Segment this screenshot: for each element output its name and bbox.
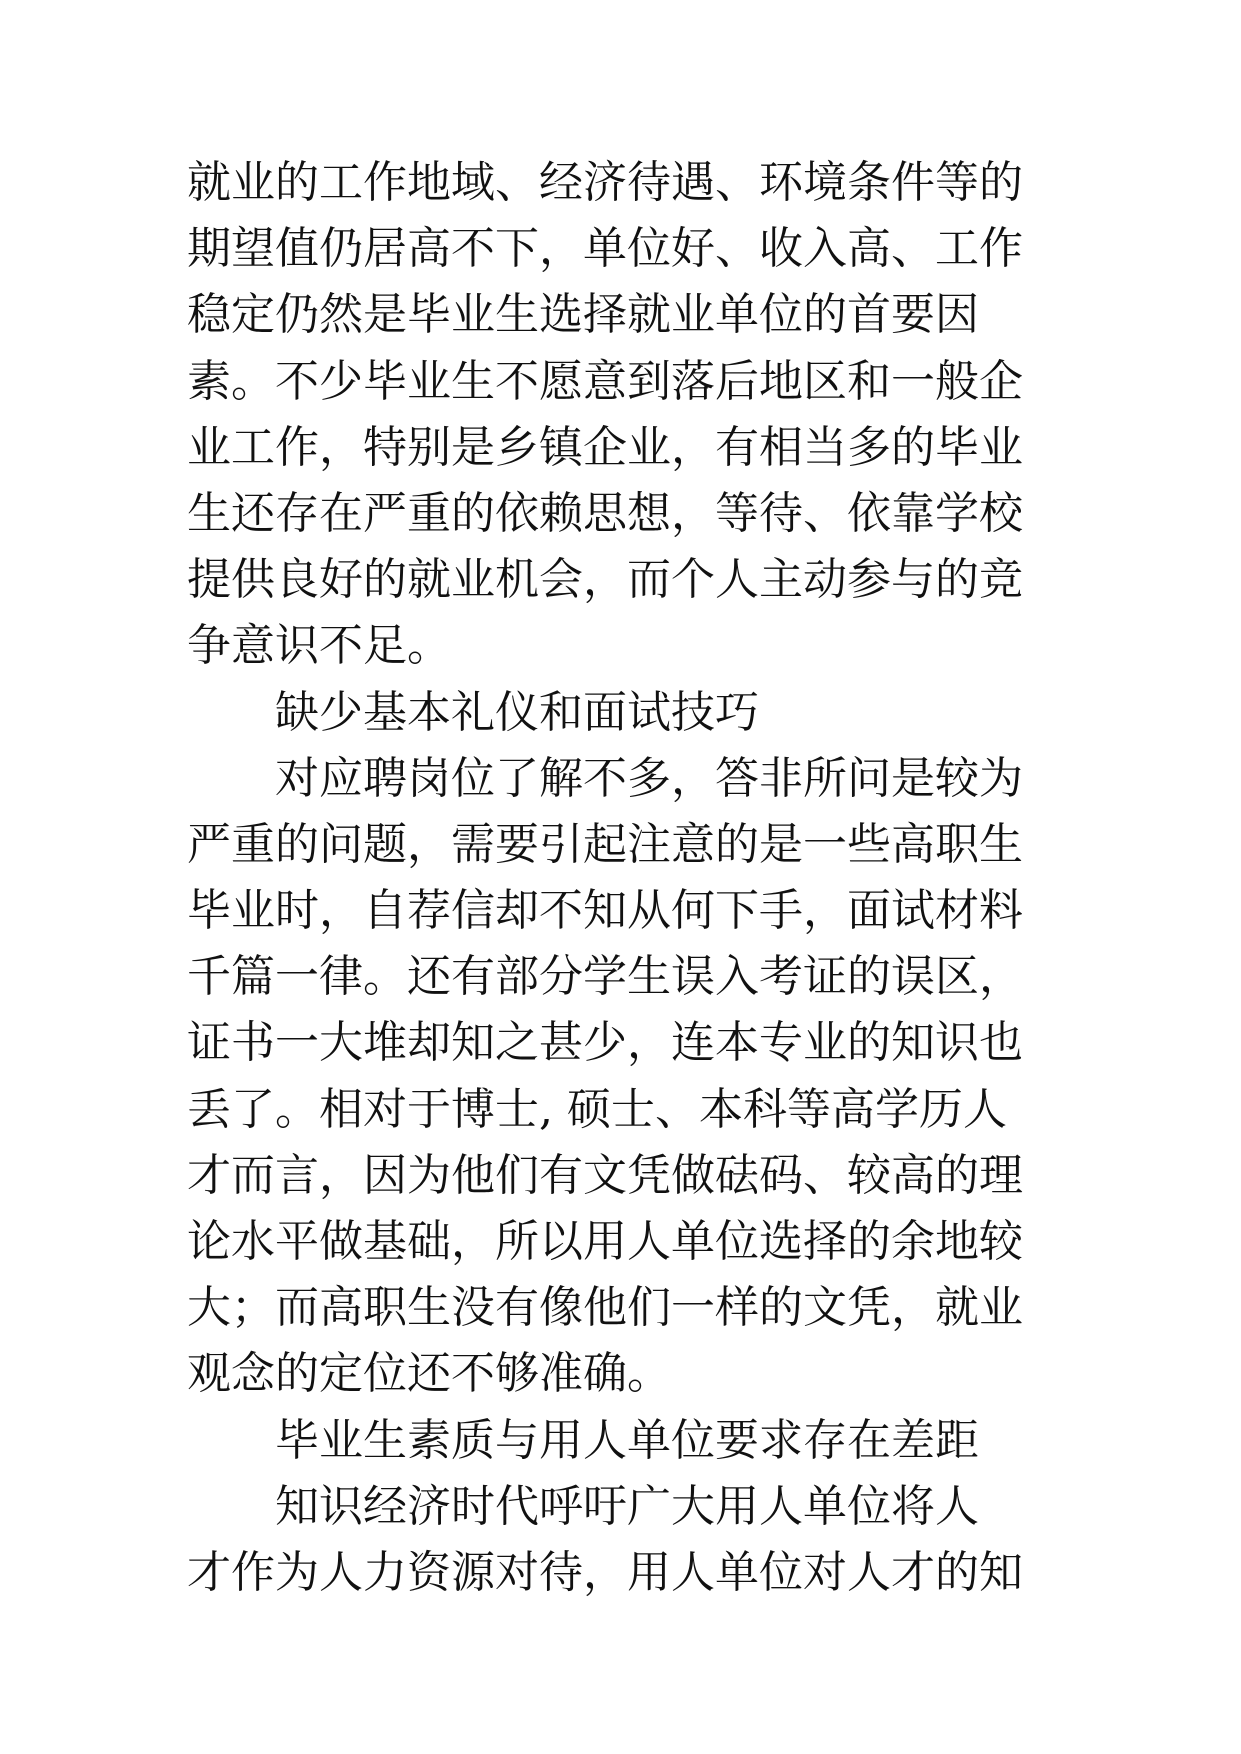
- paragraph-first-line: 对应聘岗位了解不多，答非所问是较为: [275, 752, 1023, 804]
- text-line: 证书一大堆却知之甚少，连本专业的知识也: [187, 1017, 1023, 1069]
- body-text: [187, 150, 1067, 1606]
- text-line: 毕业时，自荐信却不知从何下手，面试材料: [187, 885, 1023, 937]
- text-line: 丢了。相对于博士, 硕士、本科等高学历人: [187, 1083, 1007, 1135]
- section-heading: 毕业生素质与用人单位要求存在差距: [275, 1414, 979, 1466]
- text-line: 严重的问题，需要引起注意的是一些高职生: [187, 818, 1023, 870]
- text-line: 稳定仍然是毕业生选择就业单位的首要因: [187, 289, 979, 341]
- section-heading: 缺少基本礼仪和面试技巧: [275, 686, 759, 738]
- text-line: 就业的工作地域、经济待遇、环境条件等的: [187, 157, 1023, 208]
- text-line: 千篇一律。还有部分学生误入考证的误区，: [187, 951, 1023, 1003]
- text-line: 才而言，因为他们有文凭做砝码、较高的理: [187, 1149, 1023, 1201]
- text-line: 提供良好的就业机会，而个人主动参与的竞: [187, 554, 1023, 606]
- text-line: 期望值仍居高不下，单位好、收入高、工作: [187, 223, 1023, 275]
- text-line: 论水平做基础，所以用人单位选择的余地较: [187, 1216, 1023, 1267]
- text-line: 才作为人力资源对待，用人单位对人才的知: [187, 1546, 1023, 1598]
- paragraph-first-line: 知识经济时代呼吁广大用人单位将人: [275, 1480, 979, 1532]
- text-line: 争意识不足。: [187, 620, 451, 672]
- text-line: 业工作，特别是乡镇企业，有相当多的毕业: [187, 421, 1023, 473]
- text-line: 素。不少毕业生不愿意到落后地区和一般企: [187, 355, 1023, 407]
- text-line: 生还存在严重的依赖思想，等待、依靠学校: [187, 487, 1023, 539]
- text-line: 观念的定位还不够准确。: [187, 1348, 671, 1400]
- text-line: 大；而高职生没有像他们一样的文凭，就业: [187, 1282, 1023, 1334]
